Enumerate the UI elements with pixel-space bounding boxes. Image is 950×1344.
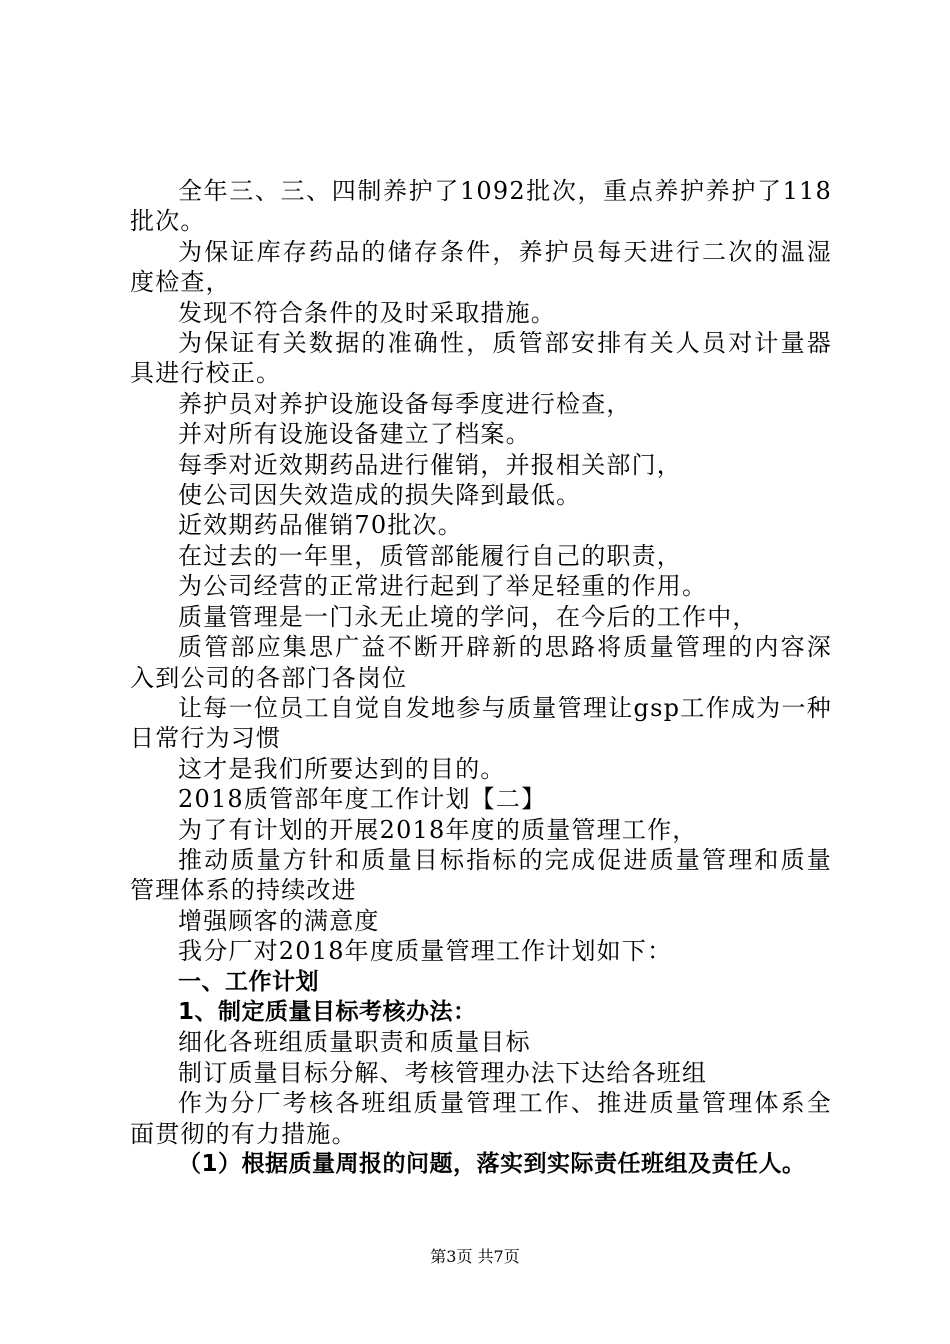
paragraph: 这才是我们所要达到的目的。 (178, 754, 506, 783)
paragraph: 2018质管部年度工作计划【二】 (178, 785, 547, 814)
paragraph: 制订质量目标分解、考核管理办法下达给各班组 (178, 1058, 708, 1087)
paragraph: 质量管理是一门永无止境的学问，在今后的工作中， (178, 602, 758, 631)
paragraph: 发现不符合条件的及时采取措施。 (178, 298, 556, 327)
page-footer: 第3页 共7页 (430, 1247, 520, 1266)
paragraph: 每季对近效期药品进行催销，并报相关部门， (178, 450, 682, 479)
paragraph: 为了有计划的开展2018年度的质量管理工作， (178, 815, 698, 844)
paragraph: 为保证有关数据的准确性，质管部安排有关人员对计量器具进行校正。 (130, 329, 832, 388)
paragraph: 养护员对养护设施设备每季度进行检查， (178, 389, 632, 418)
section-heading: 1、制定质量目标考核办法： (178, 998, 477, 1025)
paragraph: 细化各班组质量职责和质量目标 (178, 1028, 531, 1057)
document-body (130, 176, 832, 1179)
paragraph: 我分厂对2018年度质量管理工作计划如下： (178, 937, 673, 966)
paragraph: 让每一位员工自觉自发地参与质量管理让gsp工作成为一种日常行为习惯 (130, 693, 832, 753)
paragraph: 近效期药品催销70批次。 (178, 511, 463, 540)
paragraph: 并对所有设施设备建立了档案。 (178, 420, 531, 449)
section-heading: （1）根据质量周报的问题，落实到实际责任班组及责任人。 (178, 1151, 806, 1177)
paragraph: 全年三、三、四制养护了1092批次，重点养护养护了118批次。 (130, 177, 832, 236)
paragraph: 为保证库存药品的储存条件，养护员每天进行二次的温湿度检查， (130, 237, 832, 297)
paragraph: 推动质量方针和质量目标指标的完成促进质量管理和质量管理体系的持续改进 (130, 845, 832, 905)
paragraph: 质管部应集思广益不断开辟新的思路将质量管理的内容深入到公司的各部门各岗位 (130, 633, 832, 692)
paragraph: 在过去的一年里，质管部能履行自己的职责， (178, 541, 682, 570)
section-heading: 一、工作计划 (178, 968, 319, 995)
paragraph: 作为分厂考核各班组质量管理工作、推进质量管理体系全面贯彻的有力措施。 (130, 1089, 832, 1148)
paragraph: 增强顾客的满意度 (178, 906, 380, 935)
paragraph: 为公司经营的正常进行起到了举足轻重的作用。 (178, 572, 708, 601)
paragraph: 使公司因失效造成的损失降到最低。 (178, 481, 582, 510)
